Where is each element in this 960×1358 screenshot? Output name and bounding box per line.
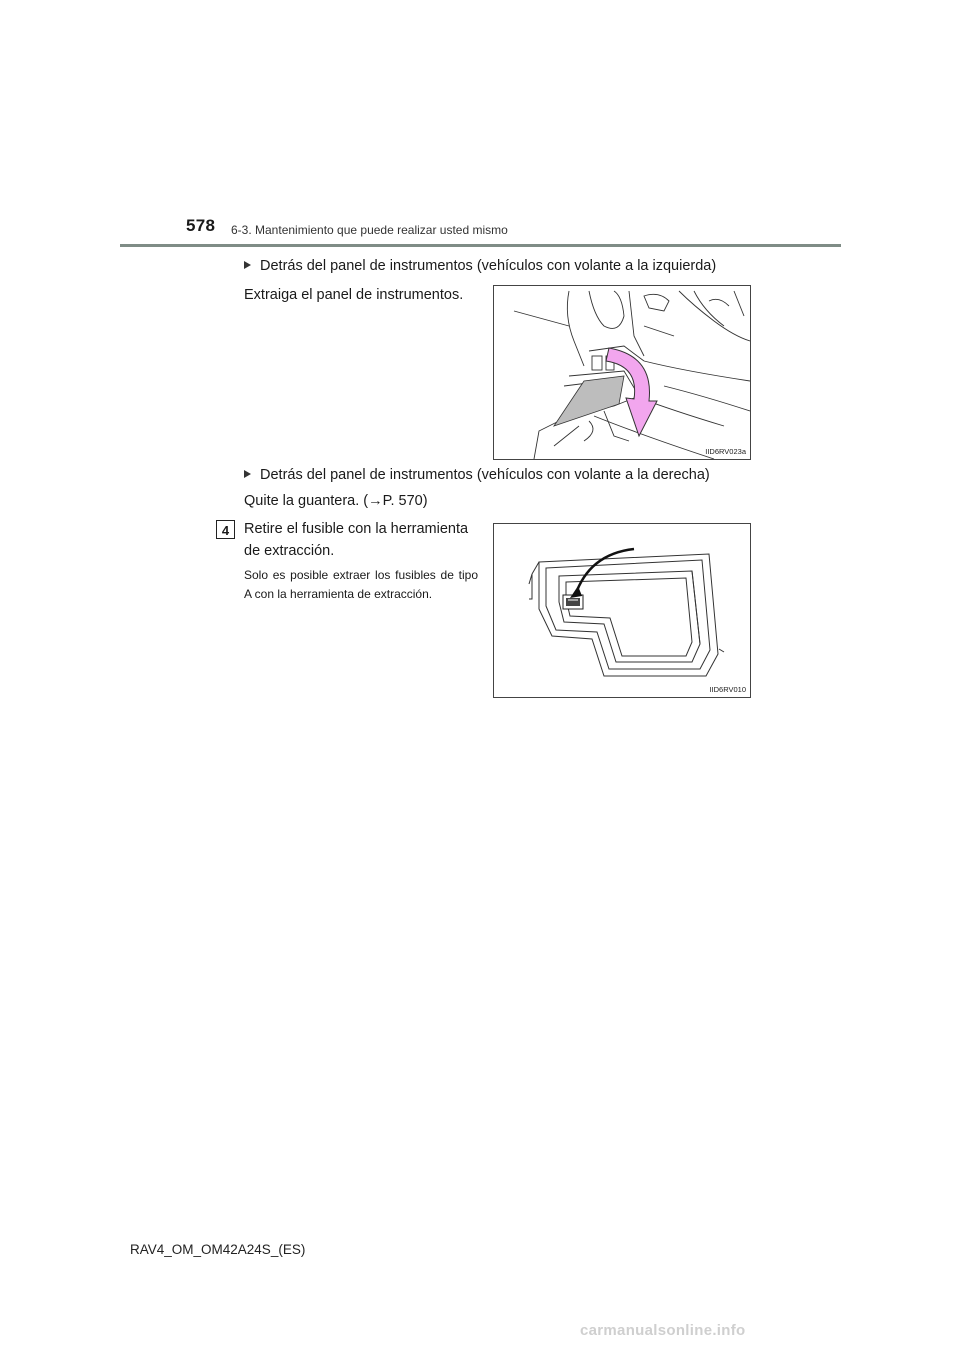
section-title: 6-3. Mantenimiento que puede realizar usted mismo	[231, 223, 508, 237]
watermark: carmanualsonline.info	[580, 1322, 746, 1339]
document-id: RAV4_OM_OM42A24S_(ES)	[130, 1242, 306, 1257]
step4-instruction	[244, 518, 480, 562]
step4-line-1: Retire el fusible con la herramienta	[244, 521, 469, 537]
page-reference: P. 570)	[382, 493, 428, 509]
fuse-box-illustration	[494, 524, 750, 697]
step4-line-2: de extracción.	[244, 543, 335, 559]
triangle-bullet-icon	[244, 470, 251, 478]
bullet-rhd	[244, 466, 710, 484]
remove-panel-instruction: Extraiga el panel de instrumentos.	[244, 287, 464, 303]
instrument-panel-illustration	[494, 286, 750, 459]
page-number: 578	[186, 216, 216, 235]
figure-code: IID6RV023a	[705, 447, 746, 456]
page-reference-arrow-icon: →	[368, 493, 383, 509]
figure-code: IID6RV010	[709, 685, 746, 694]
header-divider	[120, 244, 841, 247]
bullet-lhd-text: Detrás del panel de instrumentos (vehículos con volante a la izquierda)	[260, 258, 717, 274]
glovebox-instruction	[244, 490, 428, 512]
fuse-note: Solo es posible extraer los fusibles de tipo A con la herramienta de extracción.	[244, 568, 478, 601]
figure-instrument-panel	[493, 285, 751, 460]
bullet-rhd-text: Detrás del panel de instrumentos (vehículos con volante a la derecha)	[260, 467, 710, 483]
step-number-badge: 4	[216, 520, 235, 539]
glovebox-text: Quite la guantera. (	[244, 493, 369, 509]
bullet-lhd	[244, 257, 716, 275]
triangle-bullet-icon	[244, 261, 251, 269]
figure-fuse-box	[493, 523, 751, 698]
